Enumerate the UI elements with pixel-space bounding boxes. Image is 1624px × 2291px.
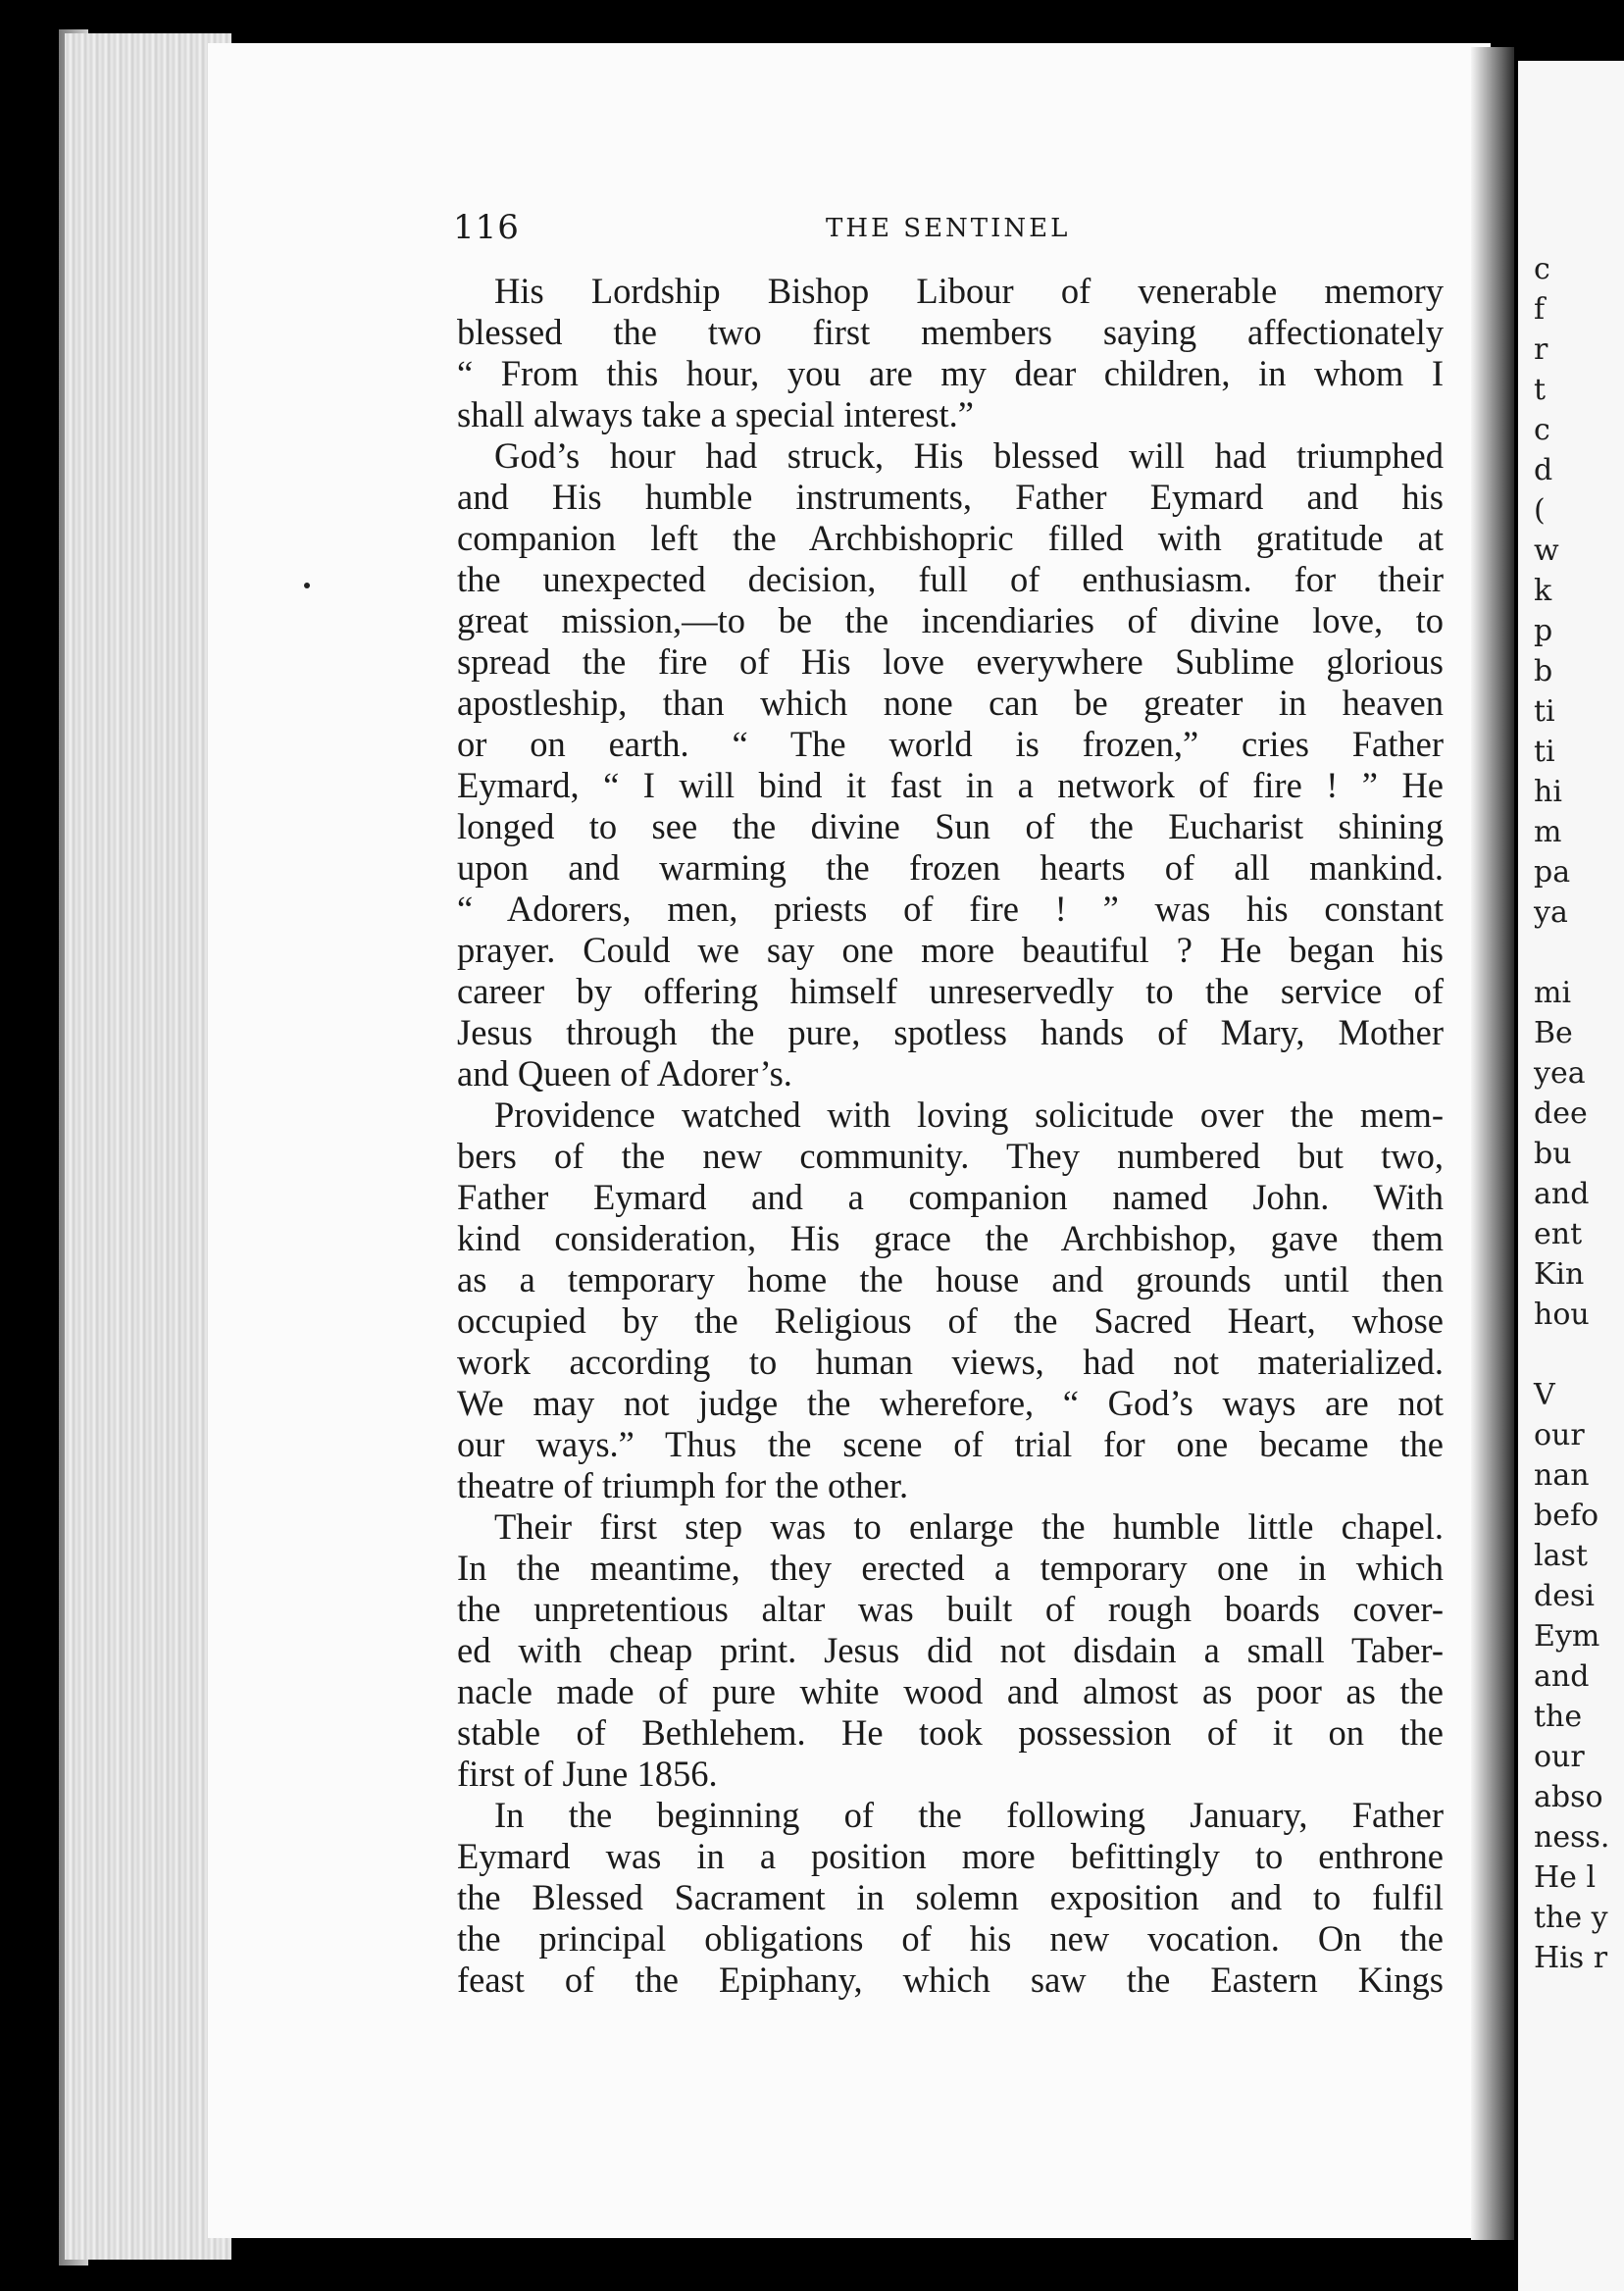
facing-page-fragment: p (1534, 614, 1553, 648)
page-header (453, 208, 1444, 257)
text-line: and His humble instruments, Father Eymard and his (457, 477, 1444, 517)
text-line: great mission,—to be the incendiaries of divine love, to (457, 600, 1444, 640)
facing-page-fragment: the (1534, 1700, 1583, 1734)
text-line: ed with cheap print. Jesus did not disdain a small Taber- (457, 1630, 1444, 1670)
facing-page-fragment: V (1534, 1378, 1555, 1412)
facing-page-fragment: abso (1534, 1780, 1603, 1814)
text-line: our ways.” Thus the scene of trial for one became the (457, 1424, 1444, 1464)
facing-page-fragment: and (1534, 1659, 1590, 1694)
facing-page-fragment: His r (1534, 1941, 1608, 1975)
facing-page-fragment: desi (1534, 1579, 1595, 1613)
facing-page-fragment: hi (1534, 775, 1562, 809)
text-line: theatre of triumph for the other. (457, 1465, 909, 1505)
body-text (457, 271, 1444, 2001)
facing-page-fragment: k (1534, 574, 1552, 608)
text-line: Eymard was in a position more befittingly to enthrone (457, 1836, 1444, 1876)
facing-page-fragment: Kin (1534, 1257, 1585, 1292)
facing-page-fragment: c (1534, 413, 1550, 447)
text-line: kind consideration, His grace the Archbishop, gave them (457, 1218, 1444, 1258)
facing-page-fragment: b (1534, 654, 1553, 688)
facing-page-fragment: Be (1534, 1016, 1573, 1050)
facing-page-fragment: yea (1534, 1056, 1586, 1091)
text-line: spread the fire of His love everywhere Sublime glorious (457, 641, 1444, 682)
facing-page-fragment: c (1534, 252, 1550, 286)
text-line: the unexpected decision, full of enthusiasm. for their (457, 559, 1444, 599)
text-line: “ From this hour, you are my dear children, in whom I (457, 353, 1444, 393)
page-gutter (1471, 47, 1514, 2240)
facing-page-fragment: d (1534, 453, 1553, 487)
facing-page-fragment: r (1534, 332, 1548, 367)
text-line: occupied by the Religious of the Sacred Heart, whose (457, 1300, 1444, 1341)
facing-page-fragment: ness. (1534, 1820, 1610, 1855)
text-line: God’s hour had struck, His blessed will had triumphed (494, 435, 1444, 476)
text-line: Their first step was to enlarge the humble little chapel. (494, 1506, 1444, 1547)
text-line: feast of the Epiphany, which saw the Eastern Kings (457, 1960, 1444, 2000)
page-number: 116 (453, 208, 520, 247)
facing-page-fragment: ya (1534, 895, 1568, 930)
facing-page-fragment (1534, 933, 1624, 973)
text-line: In the beginning of the following January, Father (494, 1795, 1444, 1835)
text-line: blessed the two first members saying affectionately (457, 312, 1444, 352)
page-stack-edge (65, 33, 231, 2260)
facing-page-fragment (1534, 1335, 1624, 1375)
facing-page (1518, 61, 1624, 2291)
text-line: Providence watched with loving solicitude over the mem- (494, 1095, 1444, 1135)
text-line: or on earth. “ The world is frozen,” cries Father (457, 724, 1444, 764)
facing-page-fragment: t (1534, 373, 1547, 407)
text-line: Eymard, “ I will bind it fast in a network of fire ! ” He (457, 765, 1444, 805)
text-line: “ Adorers, men, priests of fire ! ” was his constant (457, 889, 1444, 929)
text-line: prayer. Could we say one more beautiful ? He began his (457, 930, 1444, 970)
facing-page-fragment: mi (1534, 976, 1572, 1010)
facing-page-fragment: the y (1534, 1901, 1608, 1935)
facing-page-fragment: m (1534, 815, 1562, 849)
text-line: the Blessed Sacrament in solemn exposition and to fulfil (457, 1877, 1444, 1917)
facing-page-fragment: f (1534, 292, 1546, 327)
facing-page-fragment: dee (1534, 1096, 1588, 1131)
facing-page-fragment: last (1534, 1539, 1588, 1573)
text-line: We may not judge the wherefore, “ God’s ways are not (457, 1383, 1444, 1423)
text-line: apostleship, than which none can be greater in heaven (457, 683, 1444, 723)
text-line: companion left the Archbishopric filled with gratitude at (457, 518, 1444, 558)
running-title: THE SENTINEL (826, 214, 1071, 243)
facing-page-fragment: our (1534, 1740, 1585, 1774)
text-line: first of June 1856. (457, 1754, 718, 1794)
facing-page-fragment: our (1534, 1418, 1585, 1452)
facing-page-fragment: pa (1534, 855, 1571, 890)
text-line: and Queen of Adorer’s. (457, 1053, 792, 1094)
text-line: In the meantime, they erected a temporary one in which (457, 1548, 1444, 1588)
facing-page-fragment: hou (1534, 1298, 1590, 1332)
text-line: career by offering himself unreservedly to the service of (457, 971, 1444, 1011)
text-line: His Lordship Bishop Libour of venerable memory (494, 271, 1444, 311)
text-line: the unpretentious altar was built of rough boards cover- (457, 1589, 1444, 1629)
facing-page-fragment: ti (1534, 735, 1555, 769)
facing-page-fragment: He l (1534, 1860, 1597, 1895)
facing-page-fragment: bu (1534, 1137, 1572, 1171)
text-line: upon and warming the frozen hearts of all mankind. (457, 847, 1444, 888)
ink-speck (304, 583, 310, 588)
text-line: bers of the new community. They numbered but two, (457, 1136, 1444, 1176)
text-line: longed to see the divine Sun of the Eucharist shining (457, 806, 1444, 846)
text-line: stable of Bethlehem. He took possession of it on the (457, 1712, 1444, 1753)
text-line: Father Eymard and a companion named John. With (457, 1177, 1444, 1217)
facing-page-fragment: ent (1534, 1217, 1583, 1251)
facing-page-fragment: and (1534, 1177, 1590, 1211)
facing-page-fragment: nan (1534, 1458, 1590, 1493)
facing-page-fragment: ti (1534, 694, 1555, 729)
facing-page-fragment (1534, 209, 1624, 249)
facing-page-fragment: Eym (1534, 1619, 1600, 1654)
text-line: Jesus through the pure, spotless hands of Mary, Mother (457, 1012, 1444, 1052)
facing-page-fragment: w (1534, 534, 1559, 568)
text-line: as a temporary home the house and grounds until then (457, 1259, 1444, 1299)
facing-page-fragment: ( (1534, 493, 1546, 528)
facing-page-fragment: befo (1534, 1499, 1599, 1533)
text-line: shall always take a special interest.” (457, 394, 975, 434)
text-line: work according to human views, had not materialized. (457, 1342, 1444, 1382)
text-line: the principal obligations of his new vocation. On the (457, 1918, 1444, 1959)
text-line: nacle made of pure white wood and almost as poor as the (457, 1671, 1444, 1711)
facing-page-fragment (1534, 169, 1624, 209)
